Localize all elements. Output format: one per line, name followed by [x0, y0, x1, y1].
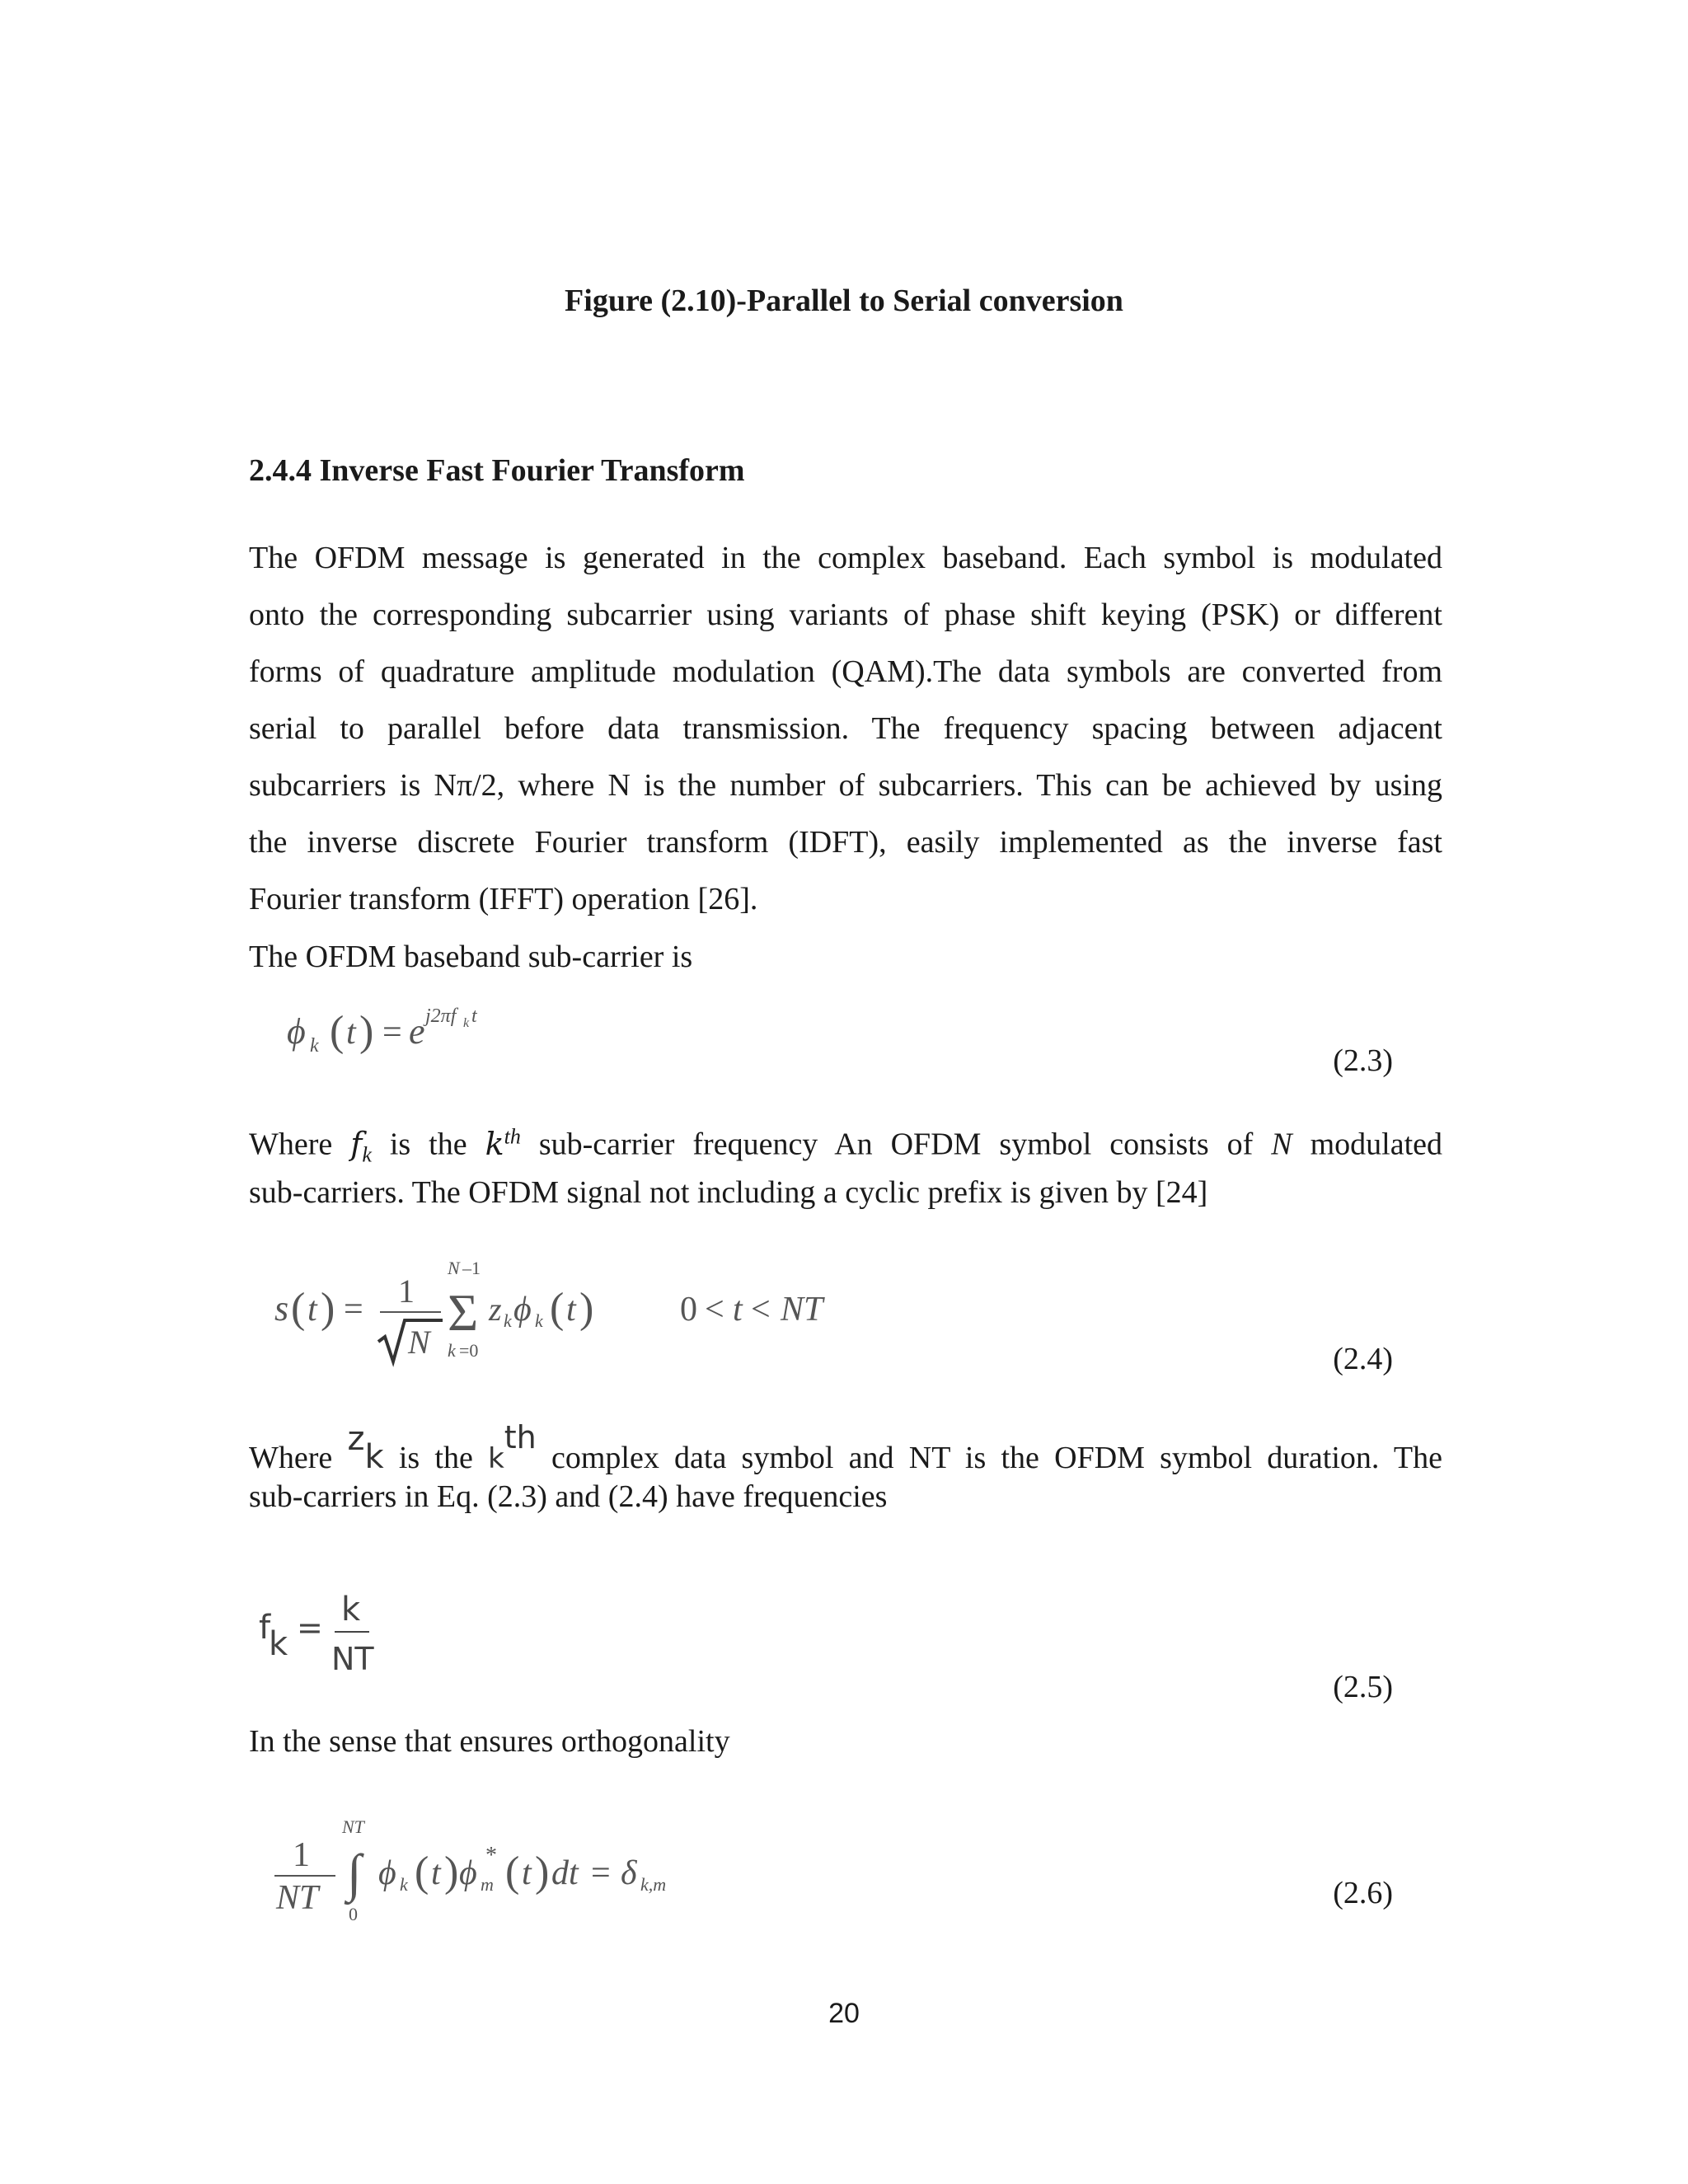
svg-text:): ) [359, 1008, 374, 1055]
equation-number-2-4: (2.4) [1333, 1342, 1393, 1376]
paragraph-line: sub-carriers. The OFDM signal not including a cyclic prefix is given by [24] [249, 1175, 1208, 1210]
text-modulated: modulated [1310, 1127, 1443, 1162]
equation-2-6-graphic [268, 1805, 729, 1929]
svg-text:k: k [463, 1016, 470, 1030]
svg-text:N: N [408, 1324, 430, 1361]
svg-text:1: 1 [398, 1272, 415, 1310]
svg-text:(: ( [550, 1285, 565, 1332]
equation-2-5-graphic [256, 1582, 420, 1698]
paragraph-line: serial to parallel before data transmission. The frequency spacing between adjacent [249, 711, 1442, 746]
svg-text:): ) [579, 1285, 594, 1332]
svg-text:–1: –1 [462, 1258, 481, 1278]
svg-text:∫: ∫ [347, 1844, 362, 1902]
svg-text:0: 0 [680, 1291, 697, 1329]
text-is-the: is the [389, 1127, 467, 1162]
symbol-kth: $k^{th}$ [488, 1419, 537, 1475]
svg-text:t: t [471, 1005, 477, 1027]
svg-text:k: k [504, 1310, 512, 1331]
svg-text:k: k [341, 1591, 361, 1629]
svg-text:(: ( [291, 1285, 306, 1332]
svg-text:t: t [522, 1854, 532, 1892]
subcarrier-intro: The OFDM baseband sub-carrier is [249, 940, 693, 974]
svg-text:t: t [307, 1291, 317, 1329]
svg-text:<: < [751, 1291, 771, 1329]
svg-text:j2πf: j2πf [425, 1005, 457, 1027]
text-subcarrier-frequency: sub-carrier frequency An OFDM symbol consists of [538, 1127, 1254, 1162]
equation-2-3-graphic [280, 997, 528, 1063]
page-number: 20 [828, 1998, 860, 2029]
svg-text:k: k [448, 1340, 456, 1361]
symbol-fk: $f_k$ [350, 1125, 372, 1167]
svg-text:): ) [535, 1849, 550, 1896]
svg-text:(: ( [505, 1849, 520, 1896]
svg-text:=: = [344, 1291, 363, 1329]
paragraph-line [249, 1408, 1443, 1476]
paragraph-line: the inverse discrete Fourier transform (IDFT), easily implemented as the inverse fast [249, 825, 1442, 860]
svg-text:NT: NT [331, 1641, 374, 1677]
svg-text:=: = [297, 1610, 323, 1646]
paragraph-line [249, 1108, 1442, 1165]
svg-text:δ: δ [621, 1854, 637, 1892]
equation-2-4-graphic [268, 1244, 861, 1376]
svg-text:t: t [733, 1291, 743, 1329]
svg-text:NT: NT [781, 1291, 823, 1329]
paragraph-subcarrier-frequency [249, 1108, 1442, 1221]
paragraph-line: Fourier transform (IFFT) operation [26]. [249, 882, 758, 916]
svg-text:m: m [481, 1874, 494, 1895]
svg-text:(: ( [330, 1008, 345, 1055]
svg-text:<: < [705, 1291, 724, 1329]
symbol-zk: $^z$k [347, 1420, 384, 1476]
svg-text:N: N [448, 1258, 460, 1278]
equation-number-2-6: (2.6) [1333, 1876, 1393, 1910]
svg-text:dt: dt [551, 1854, 579, 1892]
svg-text:t: t [566, 1291, 576, 1329]
svg-text:): ) [321, 1285, 335, 1332]
text-is-the: is the [398, 1441, 473, 1475]
svg-text:NT: NT [276, 1879, 319, 1917]
svg-text:ϕ: ϕ [513, 1291, 532, 1329]
text-where: Where [249, 1441, 333, 1475]
symbol-n: N [1271, 1127, 1292, 1162]
equation-number-2-3: (2.3) [1333, 1043, 1393, 1078]
equation-2-3 [280, 997, 528, 1067]
orthogonality-intro: In the sense that ensures orthogonality [249, 1724, 730, 1759]
svg-text:ϕ: ϕ [459, 1854, 477, 1892]
equation-2-5 [256, 1582, 420, 1701]
text-where: Where [249, 1127, 333, 1162]
svg-text:f: f [259, 1609, 271, 1647]
svg-text:k: k [400, 1874, 408, 1895]
paragraph-line: subcarriers is Nπ/2, where N is the number of subcarriers. This can be achieved by using [249, 768, 1442, 803]
svg-text:NT: NT [342, 1816, 364, 1837]
equation-number-2-5: (2.5) [1333, 1670, 1393, 1704]
paragraph-line: forms of quadrature amplitude modulation (QAM).The data symbols are converted from [249, 654, 1442, 689]
svg-text:1: 1 [293, 1836, 310, 1874]
svg-text:=: = [382, 1014, 402, 1052]
svg-text:e: e [409, 1011, 425, 1052]
symbol-kth: $k^{th}$ [485, 1124, 521, 1162]
equation-2-4 [268, 1244, 861, 1380]
svg-text:=0: =0 [459, 1340, 479, 1361]
svg-text:(: ( [415, 1849, 429, 1896]
svg-text:k: k [269, 1625, 288, 1663]
paragraph-ifft-description [249, 530, 1442, 928]
svg-text:ϕ: ϕ [378, 1854, 396, 1892]
svg-text:k: k [310, 1035, 319, 1057]
svg-text:t: t [346, 1014, 356, 1052]
svg-text:ϕ: ϕ [287, 1011, 306, 1052]
equation-2-6 [268, 1805, 729, 1933]
svg-text:s: s [274, 1288, 289, 1329]
svg-text:z: z [489, 1291, 502, 1328]
svg-text:=: = [591, 1854, 611, 1892]
text-complex-data-symbol: complex data symbol and NT is the OFDM symbol duration. The [551, 1441, 1443, 1475]
paragraph-line: The OFDM message is generated in the complex baseband. Each symbol is modulated [249, 541, 1442, 575]
svg-text:k,m: k,m [640, 1874, 667, 1895]
svg-text:k: k [535, 1310, 543, 1331]
figure-caption: Figure (2.10)-Parallel to Serial conversion [565, 284, 1123, 318]
svg-text:t: t [431, 1854, 441, 1892]
paragraph-line: sub-carriers in Eq. (2.3) and (2.4) have frequencies [249, 1479, 888, 1514]
paragraph-data-symbol [249, 1408, 1442, 1526]
svg-text:*: * [485, 1843, 497, 1868]
section-heading: 2.4.4 Inverse Fast Fourier Transform [249, 453, 745, 488]
svg-text:Σ: Σ [448, 1283, 479, 1342]
svg-text:): ) [444, 1849, 459, 1896]
svg-text:0: 0 [349, 1904, 358, 1924]
paragraph-line: onto the corresponding subcarrier using variants of phase shift keying (PSK) or different [249, 598, 1442, 632]
